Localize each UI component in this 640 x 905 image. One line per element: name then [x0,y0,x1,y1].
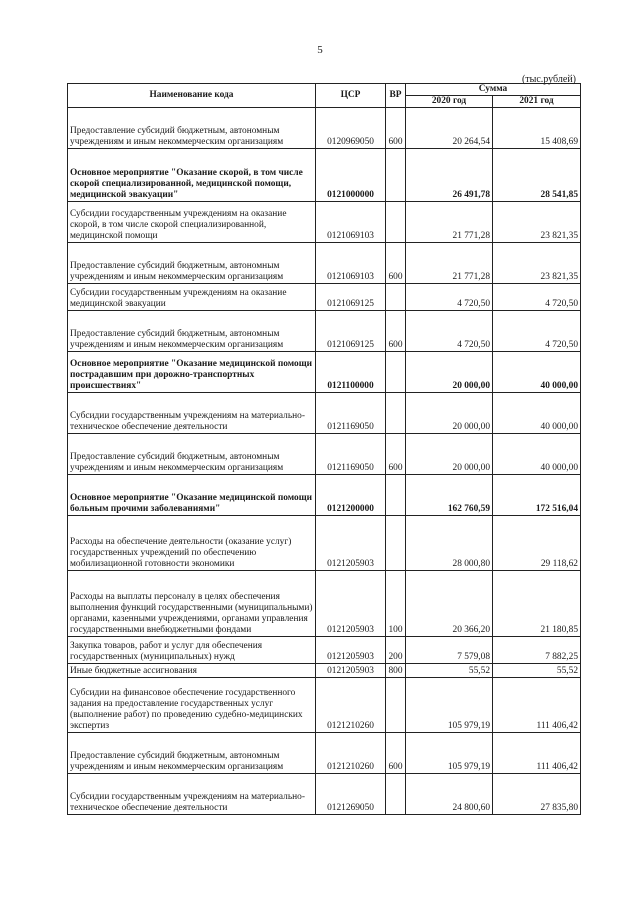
row-sum-2020: 7 579,08 [406,637,493,664]
row-vr: 600 [386,733,406,774]
row-name: Предоставление субсидий бюджетным, автономным учреждениям и иным некоммерческим организациям [68,733,316,774]
row-sum-2020: 4 720,50 [406,284,493,311]
row-sum-2020: 4 720,50 [406,311,493,352]
table-row [68,571,581,637]
row-sum-2021: 21 180,85 [493,571,581,637]
row-csr: 0121000000 [316,149,386,202]
row-sum-2020: 21 771,28 [406,202,493,243]
row-sum-2021: 28 541,85 [493,149,581,202]
row-vr: 100 [386,571,406,637]
row-sum-2021: 7 882,25 [493,637,581,664]
row-csr: 0121069103 [316,202,386,243]
row-name: Субсидии на финансовое обеспечение государственного задания на предоставление государственных услуг (выполнение работ) по проведению судебно-медицинских экспертиз [68,678,316,733]
row-sum-2021: 15 408,69 [493,108,581,149]
budget-table [67,83,581,815]
row-vr [386,284,406,311]
row-csr: 0121200000 [316,475,386,516]
row-csr: 0121205903 [316,571,386,637]
row-vr [386,475,406,516]
table-row [68,475,581,516]
row-sum-2021: 111 406,42 [493,678,581,733]
row-vr: 600 [386,311,406,352]
row-csr: 0121210260 [316,678,386,733]
table-row [68,434,581,475]
row-name: Основное мероприятие "Оказание медицинской помощи больным прочими заболеваниями" [68,475,316,516]
row-name: Иные бюджетные ассигнования [68,664,316,678]
table-row [68,774,581,815]
table-row [68,733,581,774]
table-row [68,108,581,149]
row-sum-2020: 20 366,20 [406,571,493,637]
table-row [68,516,581,571]
row-vr [386,149,406,202]
row-sum-2020: 20 264,54 [406,108,493,149]
row-sum-2021: 29 118,62 [493,516,581,571]
row-csr: 0121205903 [316,637,386,664]
row-vr [386,393,406,434]
row-vr: 800 [386,664,406,678]
header-csr: ЦСР [316,84,386,108]
row-sum-2021: 4 720,50 [493,284,581,311]
row-vr [386,352,406,393]
row-name: Субсидии государственным учреждениям на материально-техническое обеспечение деятельности [68,774,316,815]
row-sum-2021: 111 406,42 [493,733,581,774]
table-row [68,311,581,352]
row-csr: 0121069125 [316,284,386,311]
row-sum-2020: 28 000,80 [406,516,493,571]
row-sum-2020: 162 760,59 [406,475,493,516]
row-name: Предоставление субсидий бюджетным, автономным учреждениям и иным некоммерческим организациям [68,243,316,284]
row-sum-2020: 105 979,19 [406,733,493,774]
table-row [68,678,581,733]
row-name: Закупка товаров, работ и услуг для обеспечения государственных (муниципальных) нужд [68,637,316,664]
row-name: Основное мероприятие "Оказание скорой, в том числе скорой специализированной, медицинской помощи, медицинской эвакуации" [68,149,316,202]
row-sum-2021: 172 516,04 [493,475,581,516]
header-vr: ВР [386,84,406,108]
row-name: Предоставление субсидий бюджетным, автономным учреждениям и иным некоммерческим организациям [68,108,316,149]
row-csr: 0121169050 [316,393,386,434]
row-sum-2021: 40 000,00 [493,393,581,434]
row-name: Расходы на выплаты персоналу в целях обеспечения выполнения функций государственными (муниципальными) органами, казенными учреждениями, органами управления государственными внебюджетными фондами [68,571,316,637]
row-sum-2020: 20 000,00 [406,434,493,475]
table-row [68,202,581,243]
row-sum-2021: 40 000,00 [493,434,581,475]
row-csr: 0121069125 [316,311,386,352]
units-label: (тыс.рублей) [521,74,576,85]
table-row [68,352,581,393]
row-csr: 0121205903 [316,516,386,571]
header-name: Наименование кода [68,84,316,108]
row-sum-2020: 24 800,60 [406,774,493,815]
table-row [68,243,581,284]
table-row [68,284,581,311]
row-name: Расходы на обеспечение деятельности (оказание услуг) государственных учреждений по обеспечению мобилизационной готовности экономики [68,516,316,571]
row-vr: 200 [386,637,406,664]
table-row [68,664,581,678]
row-sum-2021: 4 720,50 [493,311,581,352]
row-name: Субсидии государственным учреждениям на материально-техническое обеспечение деятельности [68,393,316,434]
row-sum-2020: 55,52 [406,664,493,678]
row-csr: 0121169050 [316,434,386,475]
row-csr: 0121100000 [316,352,386,393]
row-name: Субсидии государственным учреждениям на оказание медицинской эвакуации [68,284,316,311]
table-row [68,149,581,202]
row-csr: 0121205903 [316,664,386,678]
row-sum-2020: 20 000,00 [406,352,493,393]
row-csr: 0121269050 [316,774,386,815]
table-body [68,108,581,815]
row-vr [386,202,406,243]
row-name: Предоставление субсидий бюджетным, автономным учреждениям и иным некоммерческим организациям [68,311,316,352]
row-vr [386,516,406,571]
table-header [68,84,581,108]
row-sum-2021: 27 835,80 [493,774,581,815]
page-number: 5 [317,44,323,56]
header-year-2020: 2020 год [406,96,493,108]
row-vr [386,774,406,815]
row-vr: 600 [386,434,406,475]
header-sum: Сумма [406,84,581,96]
row-csr: 0121210260 [316,733,386,774]
row-sum-2021: 40 000,00 [493,352,581,393]
row-vr: 600 [386,108,406,149]
row-sum-2020: 21 771,28 [406,243,493,284]
row-sum-2021: 55,52 [493,664,581,678]
row-vr [386,678,406,733]
row-sum-2020: 20 000,00 [406,393,493,434]
row-sum-2021: 23 821,35 [493,202,581,243]
row-name: Основное мероприятие "Оказание медицинской помощи пострадавшим при дорожно-транспортных происшествиях" [68,352,316,393]
table-row [68,637,581,664]
row-sum-2021: 23 821,35 [493,243,581,284]
header-year-2021: 2021 год [493,96,581,108]
table-row [68,393,581,434]
row-csr: 0121069103 [316,243,386,284]
row-sum-2020: 26 491,78 [406,149,493,202]
row-name: Предоставление субсидий бюджетным, автономным учреждениям и иным некоммерческим организациям [68,434,316,475]
row-name: Субсидии государственным учреждениям на оказание скорой, в том числе скорой специализированной, медицинской помощи [68,202,316,243]
row-sum-2020: 105 979,19 [406,678,493,733]
row-vr: 600 [386,243,406,284]
row-csr: 0120969050 [316,108,386,149]
